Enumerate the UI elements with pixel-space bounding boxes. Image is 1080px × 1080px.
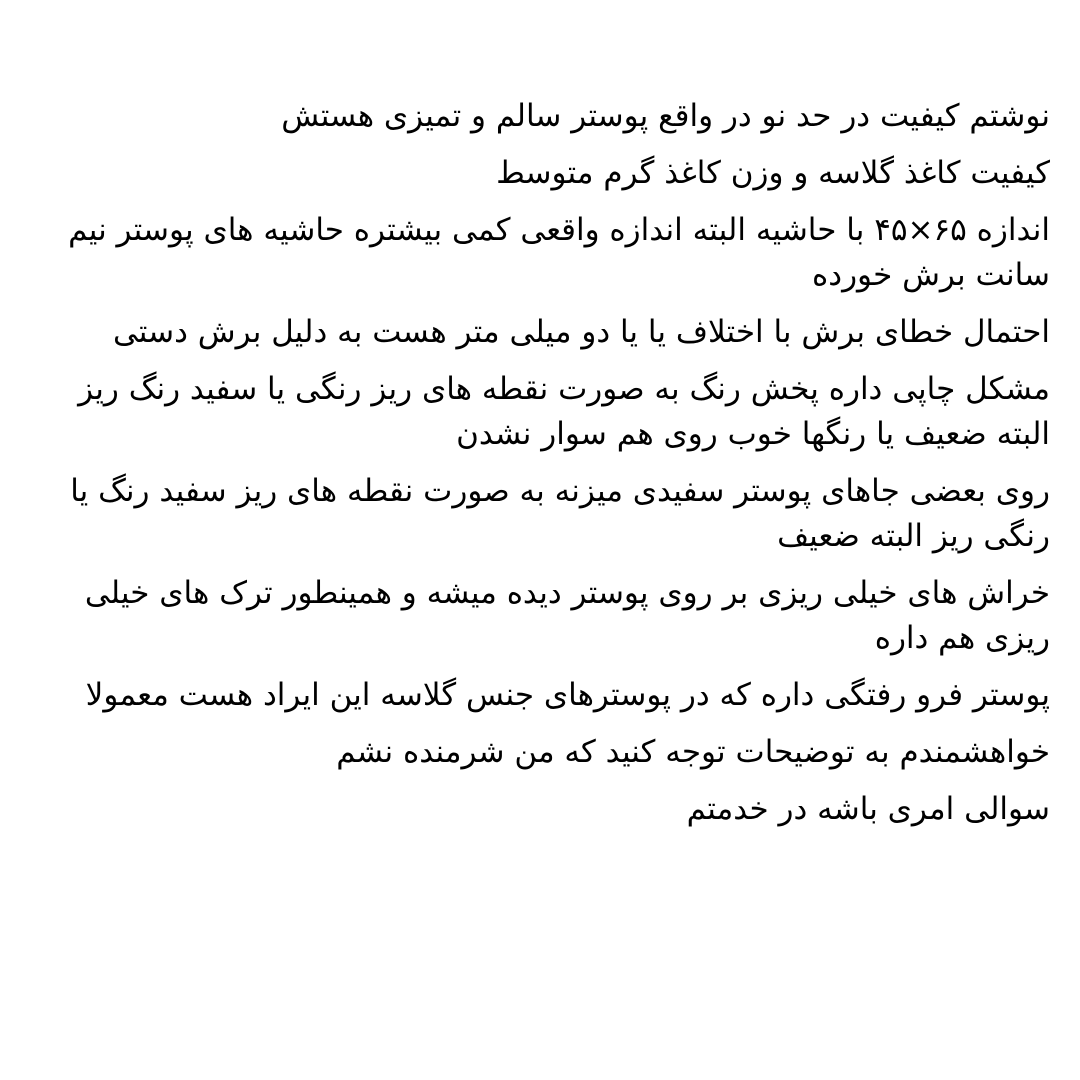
description-text xyxy=(30,94,1050,844)
paragraph-paper-quality: کیفیت کاغذ گلاسه و وزن کاغذ گرم متوسط xyxy=(496,155,1050,191)
paragraph-size: اندازه ۶۵×۴۵ با حاشیه البته اندازه واقعی کمی بیشتره حاشیه های پوستر نیم سانت برش خورده xyxy=(68,212,1050,293)
paragraph-contact: سوالی امری باشه در خدمتم xyxy=(686,791,1050,827)
paragraph-cut-error: احتمال خطای برش با اختلاف یا یا دو میلی متر هست به دلیل برش دستی xyxy=(112,314,1050,350)
paragraph-request: خواهشمندم به توضیحات توجه کنید که من شرمنده نشم xyxy=(336,734,1050,770)
paragraph-print-issue: مشکل چاپی داره پخش رنگ به صورت نقطه های ریز رنگی یا سفید رنگ ریز البته ضعیف یا رنگها خوب روی هم سوار نشدن xyxy=(78,371,1050,452)
paragraph-dents: پوستر فرو رفتگی داره که در پوسترهای جنس گلاسه این ایراد هست معمولا xyxy=(85,677,1050,713)
paragraph-scratches: خراش های خیلی ریزی بر روی پوستر دیده میشه و همینطور ترک های خیلی ریزی هم داره xyxy=(84,575,1050,656)
paragraph-condition: نوشتم کیفیت در حد نو در واقع پوستر سالم و تمیزی هستش xyxy=(281,98,1050,134)
paragraph-white-spots: روی بعضی جاهای پوستر سفیدی میزنه به صورت نقطه های ریز سفید رنگ یا رنگی ریز البته ضعیف xyxy=(70,473,1050,554)
